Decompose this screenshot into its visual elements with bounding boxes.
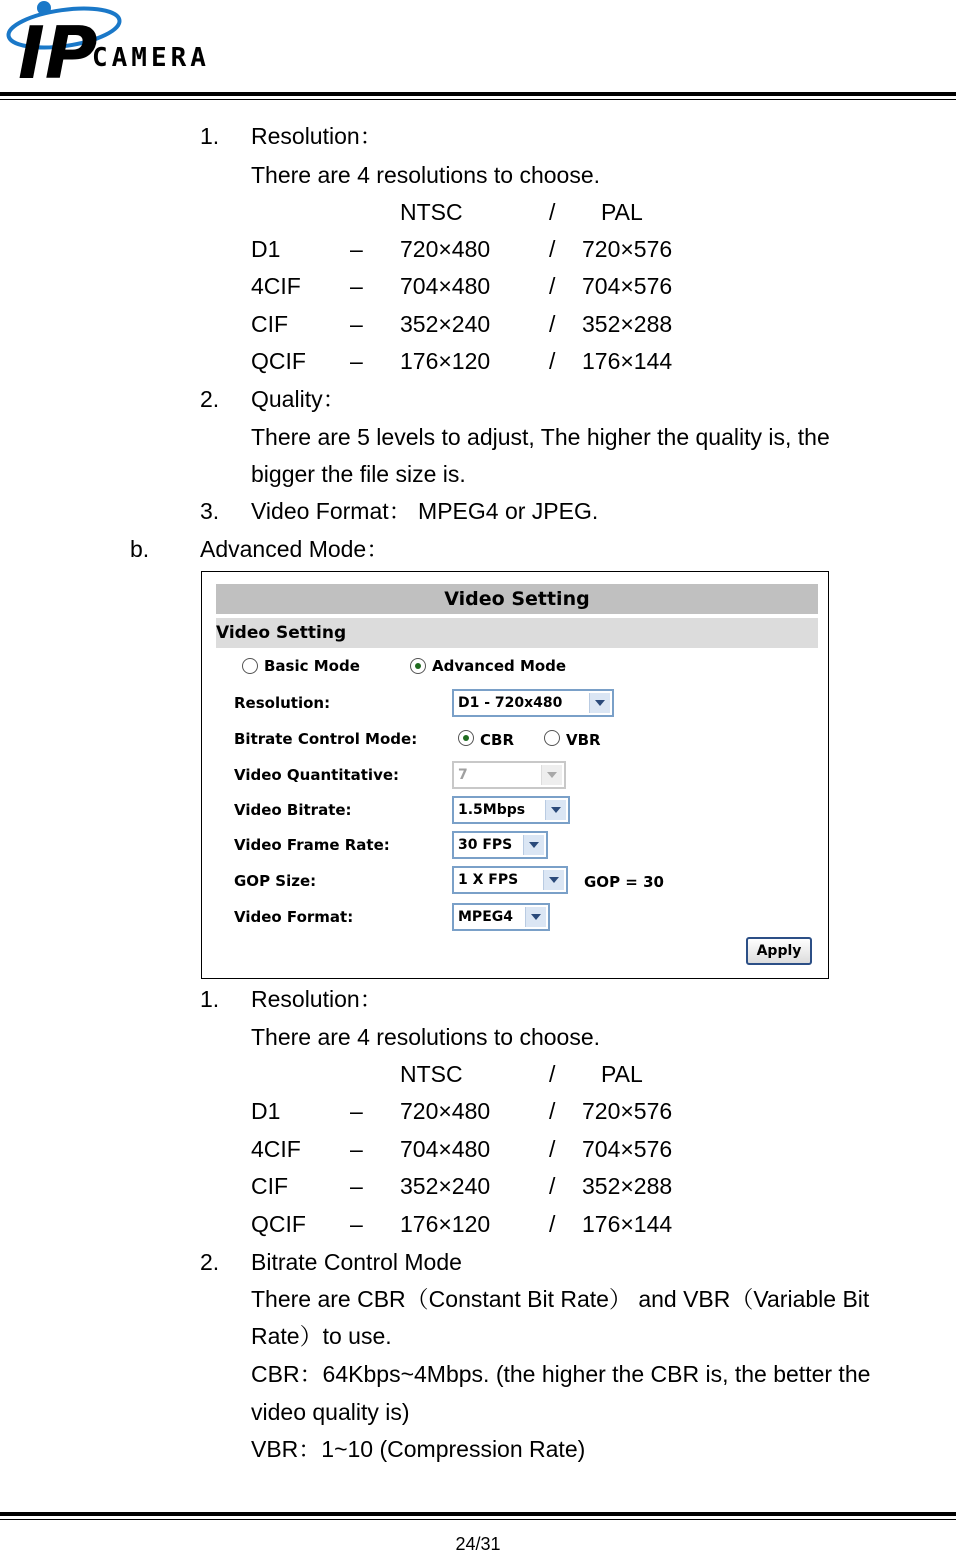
quality-desc-line: bigger the file size is. [251,461,466,487]
panel-title: Video Setting [216,584,818,614]
row-name: D1 [251,1098,281,1124]
row-dash: – [350,1136,363,1162]
chevron-down-icon [541,765,562,785]
row-pal: 720×576 [582,236,673,262]
item-number: 1. [200,123,220,149]
row-slash: / [549,236,556,262]
row-pal: 176×144 [582,1211,673,1237]
frame-rate-label: Video Frame Rate: [234,836,390,854]
row-name: CIF [251,311,289,337]
chevron-down-icon [525,907,546,927]
item-number: 2. [200,1249,220,1275]
row-name: D1 [251,236,281,262]
logo-camera-text: CAMERA [92,43,210,73]
gop-size-label: GOP Size: [234,872,317,890]
quality-desc-line: There are 5 levels to adjust, The higher the quality is, the [251,424,830,450]
resolution-label: Resolution: [234,694,331,712]
cbr-desc-line: video quality is) [251,1399,410,1425]
page-number: 24/31 [455,1534,501,1554]
frame-rate-select[interactable] [452,831,548,859]
basic-mode-radio[interactable] [242,658,258,674]
advanced-mode-label: Advanced Mode [432,657,567,675]
row-ntsc: 176×120 [400,348,491,374]
header-rule-thin [0,99,956,100]
row-name: QCIF [251,348,306,374]
row-pal: 352×288 [582,311,673,337]
row-ntsc: 704×480 [400,1136,491,1162]
row-dash: – [350,311,363,337]
quantitative-value: 7 [458,767,468,783]
chevron-down-icon [523,835,544,855]
item-number: 1. [200,986,220,1012]
row-pal: 704×576 [582,273,673,299]
video-setting-screenshot [201,571,829,979]
chevron-down-icon [545,800,566,820]
bitrate-desc-line: There are CBR（Constant Bit Rate） and VBR（Variable Bit [251,1286,870,1312]
apply-button[interactable]: Apply [746,937,812,965]
row-ntsc: 176×120 [400,1211,491,1237]
col-slash: / [549,199,556,225]
frame-rate-value: 30 FPS [458,837,513,853]
col-ntsc: NTSC [400,199,463,225]
row-pal: 720×576 [582,1098,673,1124]
row-slash: / [549,1211,556,1237]
gop-size-value: 1 X FPS [458,872,519,888]
row-name: CIF [251,1173,289,1199]
bitrate-label: Video Bitrate: [234,801,352,819]
col-slash: / [549,1061,556,1087]
row-dash: – [350,1211,363,1237]
resolution-select[interactable] [452,689,614,717]
quality-heading: Quality： [251,386,346,412]
resolution-description: There are 4 resolutions to choose. [251,162,601,188]
section-letter: b. [130,536,150,562]
cbr-radio[interactable] [458,730,474,746]
col-ntsc: NTSC [400,1061,463,1087]
ip-camera-logo [4,0,274,88]
basic-mode-label: Basic Mode [264,657,360,675]
cbr-label: CBR [480,731,514,749]
video-format-text: Video Format： MPEG4 or JPEG. [251,498,599,524]
footer-rule-thick [0,1512,956,1516]
quantitative-label: Video Quantitative: [234,766,400,784]
item-number: 3. [200,498,220,524]
logo-ip-text: IP [18,11,98,88]
resolution-value: D1 - 720x480 [458,695,563,711]
bitrate-desc-line: Rate）to use. [251,1323,392,1349]
vbr-label: VBR [566,731,601,749]
bitrate-select[interactable] [452,796,570,824]
gop-note: GOP = 30 [584,873,664,891]
advanced-mode-heading: Advanced Mode： [200,536,390,562]
quantitative-select[interactable] [452,761,566,789]
row-name: 4CIF [251,1136,301,1162]
row-ntsc: 704×480 [400,273,491,299]
format-select[interactable] [452,903,550,931]
row-name: 4CIF [251,273,301,299]
bitrate-value: 1.5Mbps [458,802,526,818]
row-slash: / [549,311,556,337]
chevron-down-icon [543,870,564,890]
bitrate-mode-heading: Bitrate Control Mode [251,1249,462,1275]
chevron-down-icon [589,693,610,713]
row-ntsc: 352×240 [400,1173,491,1199]
row-dash: – [350,1098,363,1124]
gop-size-select[interactable] [452,866,568,894]
resolution-heading: Resolution： [251,986,383,1012]
row-dash: – [350,236,363,262]
row-ntsc: 352×240 [400,311,491,337]
row-slash: / [549,1173,556,1199]
panel-subtitle [216,618,818,648]
row-pal: 176×144 [582,348,673,374]
panel-subtitle-text: Video Setting [216,623,347,643]
vbr-desc-line: VBR：1~10 (Compression Rate) [251,1436,586,1462]
item-number: 2. [200,386,220,412]
row-name: QCIF [251,1211,306,1237]
row-pal: 352×288 [582,1173,673,1199]
cbr-desc-line: CBR：64Kbps~4Mbps. (the higher the CBR is, the better the [251,1361,871,1387]
row-dash: – [350,1173,363,1199]
row-dash: – [350,348,363,374]
row-pal: 704×576 [582,1136,673,1162]
resolution-heading: Resolution： [251,123,383,149]
advanced-mode-radio[interactable] [410,658,426,674]
row-ntsc: 720×480 [400,236,491,262]
header-rule-thick [0,92,956,96]
row-slash: / [549,1136,556,1162]
bitrate-mode-label: Bitrate Control Mode: [234,730,418,748]
row-slash: / [549,348,556,374]
col-pal: PAL [601,1061,643,1087]
format-value: MPEG4 [458,909,513,925]
row-slash: / [549,1098,556,1124]
row-slash: / [549,273,556,299]
row-ntsc: 720×480 [400,1098,491,1124]
format-label: Video Format: [234,908,354,926]
vbr-radio[interactable] [544,730,560,746]
resolution-description: There are 4 resolutions to choose. [251,1024,601,1050]
row-dash: – [350,273,363,299]
footer-rule-thin [0,1519,956,1520]
col-pal: PAL [601,199,643,225]
